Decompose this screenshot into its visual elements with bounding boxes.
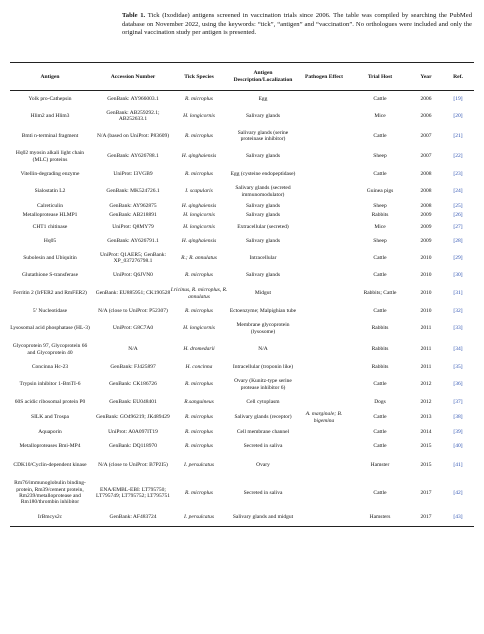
- cell-tick-species: R. microplus: [185, 272, 213, 279]
- cell-tick-species: R.; R. annulatus: [181, 254, 217, 261]
- cell-antigen: CDK10/Cyclin-dependent kinase: [13, 461, 87, 468]
- cell-description: Salivary glands and midgut: [232, 513, 294, 520]
- cell-description: Ovary (Kunitz-type serine protease inhibitor 6): [234, 378, 292, 391]
- cell-pathogen-effect: [298, 318, 350, 339]
- cell-antigen: Hq05: [43, 237, 57, 244]
- cell-description: Cell membrane channel: [236, 428, 290, 435]
- cell-accession: UniProt: G8C7A0: [112, 325, 154, 332]
- table-row: [10, 510, 474, 524]
- cell-ref[interactable]: [25]: [453, 203, 463, 210]
- cell-year: 2013: [420, 414, 432, 421]
- table-row: [10, 395, 474, 410]
- cell-trial-host: Cattle: [373, 95, 387, 102]
- cell-pathogen-effect: [298, 234, 350, 248]
- cell-trial-host: Cattle: [373, 414, 387, 421]
- cell-description: Salivary glands: [245, 153, 281, 160]
- cell-year: 2010: [420, 272, 432, 279]
- cell-trial-host: Hamsters: [369, 513, 391, 520]
- cell-trial-host: Sheep: [373, 237, 387, 244]
- cell-trial-host: Cattle: [373, 254, 387, 261]
- cell-ref[interactable]: [23]: [453, 170, 463, 177]
- cell-trial-host: Hamster: [370, 461, 390, 468]
- cell-accession: N/A (close to UniProt: B7P2I5): [98, 461, 168, 468]
- cell-accession: GenBank: CK186726: [109, 381, 157, 388]
- cell-year: 2012: [420, 381, 432, 388]
- cell-accession: GenBank: AF483724: [109, 513, 157, 520]
- table-row: [10, 360, 474, 374]
- cell-accession: GenBank: GO496219; JK489429: [96, 414, 170, 421]
- cell-year: 2008: [420, 188, 432, 195]
- table-row: [10, 167, 474, 181]
- cell-description: Salivary glands (secreted immunomodulator): [235, 185, 291, 198]
- header-description: Antigen Description/Localization: [233, 70, 293, 83]
- cell-ref[interactable]: [26]: [453, 212, 463, 219]
- table-header-rule: [10, 90, 474, 91]
- cell-antigen: 5’ Nucleotidase: [32, 307, 68, 314]
- table-row: [10, 234, 474, 248]
- cell-year: 2015: [420, 461, 432, 468]
- cell-year: 2014: [420, 428, 432, 435]
- cell-pathogen-effect: [298, 106, 350, 126]
- cell-year: 2011: [420, 346, 432, 353]
- cell-ref[interactable]: [39]: [453, 428, 463, 435]
- cell-description: Secreted in saliva: [243, 443, 283, 450]
- cell-antigen: Calreticulin: [37, 203, 63, 210]
- cell-tick-species: R. microplus: [185, 489, 213, 496]
- cell-description: Salivary glands: [245, 212, 281, 219]
- cell-year: 2010: [420, 290, 432, 297]
- table-row: [10, 211, 474, 220]
- cell-accession: N/A (based on UniProt: P83609): [96, 132, 170, 139]
- cell-accession: GenBank: MK524726.1: [106, 188, 160, 195]
- cell-tick-species: H. longicornis: [183, 212, 215, 219]
- cell-description: N/A: [258, 346, 268, 353]
- header-trial-host: Trial Host: [367, 73, 393, 80]
- cell-antigen: CHT1 chitinase: [32, 223, 68, 230]
- cell-ref[interactable]: [28]: [453, 237, 463, 244]
- table-row: [10, 439, 474, 454]
- cell-description: Intracellular (troponin like): [232, 363, 294, 370]
- cell-pathogen-effect: [298, 211, 350, 220]
- cell-pathogen-effect: [298, 126, 350, 146]
- cell-tick-species: I. persulcatus: [184, 461, 214, 468]
- cell-antigen: Ferritin 2 (IrFER2 and RmFER2): [13, 290, 87, 297]
- cell-year: 2009: [420, 212, 432, 219]
- cell-pathogen-effect: [298, 283, 350, 304]
- cell-pathogen-effect: [298, 268, 350, 283]
- table-caption: [122, 12, 472, 38]
- cell-pathogen-effect: [298, 510, 350, 524]
- cell-tick-species: I.ricinus, R. microplus, R. annulatus: [170, 287, 228, 300]
- cell-description: Salivary glands: [245, 237, 281, 244]
- table-row: [10, 374, 474, 395]
- cell-tick-species: I. persulcatus: [184, 513, 214, 520]
- cell-tick-species: I. scapularis: [185, 188, 213, 195]
- cell-pathogen-effect: [298, 181, 350, 202]
- cell-antigen: Sialostatin L2: [34, 188, 66, 195]
- cell-ref[interactable]: [43]: [453, 513, 463, 520]
- table-row: [10, 92, 474, 106]
- cell-year: 2008: [420, 170, 432, 177]
- cell-trial-host: Cattle: [373, 381, 387, 388]
- cell-ref[interactable]: [27]: [453, 223, 463, 230]
- cell-ref[interactable]: [31]: [453, 290, 463, 297]
- header-pathogen-effect: Pathogen Effect: [304, 73, 344, 80]
- cell-trial-host: Cattle: [373, 272, 387, 279]
- cell-accession: UniProt: Q1AER5; GenBank: XP_037276798.1: [100, 251, 166, 264]
- cell-accession: GenBank: AB259292.1; AB252633.1: [106, 109, 160, 122]
- cell-ref[interactable]: [19]: [453, 95, 463, 102]
- cell-ref[interactable]: [35]: [453, 363, 463, 370]
- table-row: [10, 339, 474, 360]
- cell-ref[interactable]: [42]: [453, 489, 463, 496]
- cell-accession: N/A: [128, 346, 138, 353]
- cell-description: Ovary: [256, 461, 270, 468]
- cell-antigen: IrBmcys2c: [37, 513, 63, 520]
- cell-ref[interactable]: [29]: [453, 254, 463, 261]
- cell-pathogen-effect: A. marginale; B. bigemina: [305, 411, 343, 424]
- cell-trial-host: Sheep: [373, 203, 387, 210]
- cell-antigen: Bmti n-terminal fragment: [21, 132, 79, 139]
- table-row: [10, 181, 474, 202]
- cell-description: Egg (cysteine endopeptidase): [230, 170, 296, 177]
- cell-tick-species: H. longicornis: [183, 325, 215, 332]
- cell-year: 2017: [420, 513, 432, 520]
- cell-accession: GenBank: AB218891: [109, 212, 157, 219]
- cell-accession: UniProt: Q6JVN0: [113, 272, 153, 279]
- cell-accession: UniProt: I3VGB9: [113, 170, 153, 177]
- header-ref: Ref.: [453, 73, 463, 80]
- table-row: [10, 410, 474, 425]
- cell-pathogen-effect: [298, 374, 350, 395]
- table-row: [10, 268, 474, 283]
- cell-description: Intracellular: [249, 254, 277, 261]
- table-row: [10, 126, 474, 146]
- cell-pathogen-effect: [298, 248, 350, 268]
- cell-accession: UniProt: Q8MY79: [112, 223, 154, 230]
- cell-trial-host: Rabbits; Cattle: [363, 290, 397, 297]
- cell-pathogen-effect: [298, 202, 350, 211]
- table-row: [10, 425, 474, 439]
- cell-pathogen-effect: [298, 339, 350, 360]
- cell-accession: GenBank: FJ425897: [110, 363, 156, 370]
- cell-description: Midgut: [254, 290, 272, 297]
- header-antigen: Antigen: [40, 73, 60, 80]
- cell-description: Salivary glands (receptor): [234, 414, 292, 421]
- cell-tick-species: R.sanguineus: [184, 399, 214, 406]
- table-row: [10, 146, 474, 167]
- cell-year: 2007: [420, 153, 432, 160]
- table-row: [10, 476, 474, 510]
- cell-trial-host: Rabbits: [371, 212, 389, 219]
- table-row: [10, 202, 474, 211]
- cell-year: 2011: [420, 363, 432, 370]
- cell-trial-host: Sheep: [373, 153, 387, 160]
- cell-ref[interactable]: [33]: [453, 325, 463, 332]
- cell-tick-species: R. microplus: [185, 428, 213, 435]
- cell-year: 2010: [420, 254, 432, 261]
- cell-ref[interactable]: [22]: [453, 153, 463, 160]
- cell-antigen: Lysosomal acid phosphatase (HL-3): [10, 325, 90, 332]
- cell-trial-host: Rabbits: [371, 346, 389, 353]
- cell-tick-species: R. microplus: [185, 381, 213, 388]
- cell-antigen: Yolk pro-Cathepsin: [28, 95, 72, 102]
- cell-antigen: Vitellin-degrading enzyme: [20, 170, 80, 177]
- cell-year: 2009: [420, 237, 432, 244]
- cell-accession: GenBank: DQ118970: [109, 443, 157, 450]
- cell-pathogen-effect: [298, 360, 350, 374]
- cell-antigen: Subolesin and Ubiquitin: [23, 254, 77, 261]
- table-row: [10, 454, 474, 476]
- cell-ref[interactable]: [36]: [453, 381, 463, 388]
- cell-trial-host: Cattle: [373, 443, 387, 450]
- cell-trial-host: Cattle: [373, 489, 387, 496]
- caption-text: Tick (Ixodidae) antigens screened in vaccination trials since 2006. The table was compiled by searching the PubMed database on November 2022, using the keywords: “tick”, “antigen” and “vaccination”. No orthologues were included and only the original vaccination study per antigen is presented.: [122, 12, 472, 37]
- cell-ref[interactable]: [21]: [453, 132, 463, 139]
- cell-ref[interactable]: [37]: [453, 399, 463, 406]
- cell-tick-species: H. qinghaiensis: [181, 153, 217, 160]
- cell-tick-species: H. longicornis: [183, 223, 215, 230]
- cell-ref[interactable]: [24]: [453, 188, 463, 195]
- cell-description: Cell cytoplasm: [246, 399, 280, 406]
- cell-ref[interactable]: [32]: [453, 307, 463, 314]
- table-row: [10, 220, 474, 234]
- cell-accession: GenBank: AY626788.1: [107, 153, 159, 160]
- cell-accession: GenBank: AY962875: [109, 203, 157, 210]
- cell-trial-host: Cattle: [373, 307, 387, 314]
- cell-antigen: Glutathione S-transferase: [21, 272, 79, 279]
- cell-year: 2007: [420, 132, 432, 139]
- cell-ref[interactable]: [41]: [453, 461, 463, 468]
- cell-trial-host: Mice: [374, 223, 386, 230]
- cell-year: 2006: [420, 95, 432, 102]
- cell-accession: GenBank: EU885951; CK190528: [95, 290, 171, 297]
- table-row: [10, 283, 474, 304]
- header-year: Year: [420, 73, 432, 80]
- cell-antigen: Hlim2 and Hlim3: [30, 112, 70, 119]
- cell-pathogen-effect: [298, 454, 350, 476]
- cell-accession: UniProt: A0A097IT19: [108, 428, 158, 435]
- cell-description: Salivary glands: [245, 112, 281, 119]
- cell-trial-host: Cattle: [373, 170, 387, 177]
- cell-pathogen-effect: [298, 146, 350, 167]
- cell-tick-species: R. microplus: [185, 170, 213, 177]
- cell-tick-species: H. dromedarii: [183, 346, 215, 353]
- cell-trial-host: Rabbits: [371, 363, 389, 370]
- cell-tick-species: R. microplus: [185, 132, 213, 139]
- table-row: [10, 248, 474, 268]
- cell-description: Membrane glycoprotein (lysosome): [236, 322, 290, 335]
- cell-ref[interactable]: [34]: [453, 346, 463, 353]
- cell-year: 2011: [420, 325, 432, 332]
- table-row: [10, 106, 474, 126]
- cell-year: 2015: [420, 443, 432, 450]
- cell-pathogen-effect: [298, 395, 350, 410]
- cell-description: Egg: [258, 95, 268, 102]
- cell-trial-host: Cattle: [373, 132, 387, 139]
- cell-accession: GenBank: AY966003.1: [107, 95, 159, 102]
- cell-accession: N/A (close to UniProt: P52307): [98, 307, 168, 314]
- cell-trial-host: Rabbits: [371, 325, 389, 332]
- cell-description: Ectoenzyme; Malpighian tube: [229, 307, 297, 314]
- cell-accession: GenBank: EU048401: [109, 399, 157, 406]
- cell-pathogen-effect: [298, 425, 350, 439]
- cell-ref[interactable]: [20]: [453, 112, 463, 119]
- cell-antigen: Concinna Hc-23: [31, 363, 69, 370]
- cell-antigen: Rm76/immunoglobulin binding-protein, Rm39/cement protein, Rm239/metalloprotease and Rm180/thrombin inhibitor: [14, 480, 86, 506]
- cell-description: Salivary glands (serine proteinase inhibitor): [237, 129, 289, 142]
- cell-tick-species: R. microplus: [185, 307, 213, 314]
- cell-year: 2009: [420, 223, 432, 230]
- table-row: [10, 318, 474, 339]
- cell-pathogen-effect: [298, 439, 350, 454]
- cell-trial-host: Mice: [374, 112, 386, 119]
- table-top-rule: [10, 62, 474, 63]
- cell-year: 2006: [420, 112, 432, 119]
- header-accession: Accession Number: [110, 73, 156, 80]
- cell-ref[interactable]: [38]: [453, 414, 463, 421]
- cell-year: 2017: [420, 489, 432, 496]
- cell-trial-host: Cattle: [373, 428, 387, 435]
- cell-ref[interactable]: [30]: [453, 272, 463, 279]
- cell-year: 2008: [420, 203, 432, 210]
- header-tick-species: Tick Species: [184, 73, 214, 80]
- cell-trial-host: Dogs: [374, 399, 386, 406]
- cell-tick-species: H. qinghaiensis: [181, 237, 217, 244]
- cell-description: Extracellular (secreted): [237, 223, 289, 230]
- cell-antigen: Metalloprotease HLMP1: [22, 212, 78, 219]
- cell-pathogen-effect: [298, 220, 350, 234]
- cell-antigen: Hq02 myosin alkali light chain (MLC) proteins: [15, 150, 85, 163]
- cell-pathogen-effect: [298, 167, 350, 181]
- cell-antigen: Trypsin inhibitor 1-BmTI-6: [19, 381, 81, 388]
- cell-ref[interactable]: [40]: [453, 443, 463, 450]
- cell-antigen: Metalloproteases Bmi-MP4: [19, 443, 81, 450]
- cell-trial-host: Guinea pigs: [366, 188, 394, 195]
- cell-antigen: Glycoprotein 97, Glycoprotein 66 and Glycoprotein 40: [12, 343, 88, 356]
- cell-tick-species: H. qinghaiensis: [181, 203, 217, 210]
- cell-pathogen-effect: [298, 92, 350, 106]
- cell-tick-species: H. longicornis: [183, 112, 215, 119]
- cell-tick-species: R. microplus: [185, 95, 213, 102]
- cell-year: 2010: [420, 307, 432, 314]
- cell-year: 2012: [420, 399, 432, 406]
- cell-antigen: SILK and Trospa: [31, 414, 69, 421]
- cell-pathogen-effect: [298, 476, 350, 510]
- caption-label: Table 1.: [122, 12, 146, 19]
- cell-tick-species: H. concinna: [185, 363, 213, 370]
- cell-tick-species: R. microplus: [185, 414, 213, 421]
- cell-description: Secreted in saliva: [243, 489, 283, 496]
- table-bottom-rule: [10, 526, 474, 527]
- cell-accession: GenBank: AY626791.1: [107, 237, 159, 244]
- table-row: [10, 304, 474, 318]
- cell-accession: ENA/EMBL-EBI: LT795750; LT795749; LT795752; LT795751: [96, 486, 170, 499]
- cell-tick-species: R. microplus: [185, 443, 213, 450]
- cell-antigen: 60S acidic ribosomal protein P0: [14, 399, 86, 406]
- cell-antigen: Aquaporin: [38, 428, 62, 435]
- cell-description: Salivary glands: [245, 272, 281, 279]
- cell-pathogen-effect: [298, 304, 350, 318]
- cell-description: Salivary glands: [245, 203, 281, 210]
